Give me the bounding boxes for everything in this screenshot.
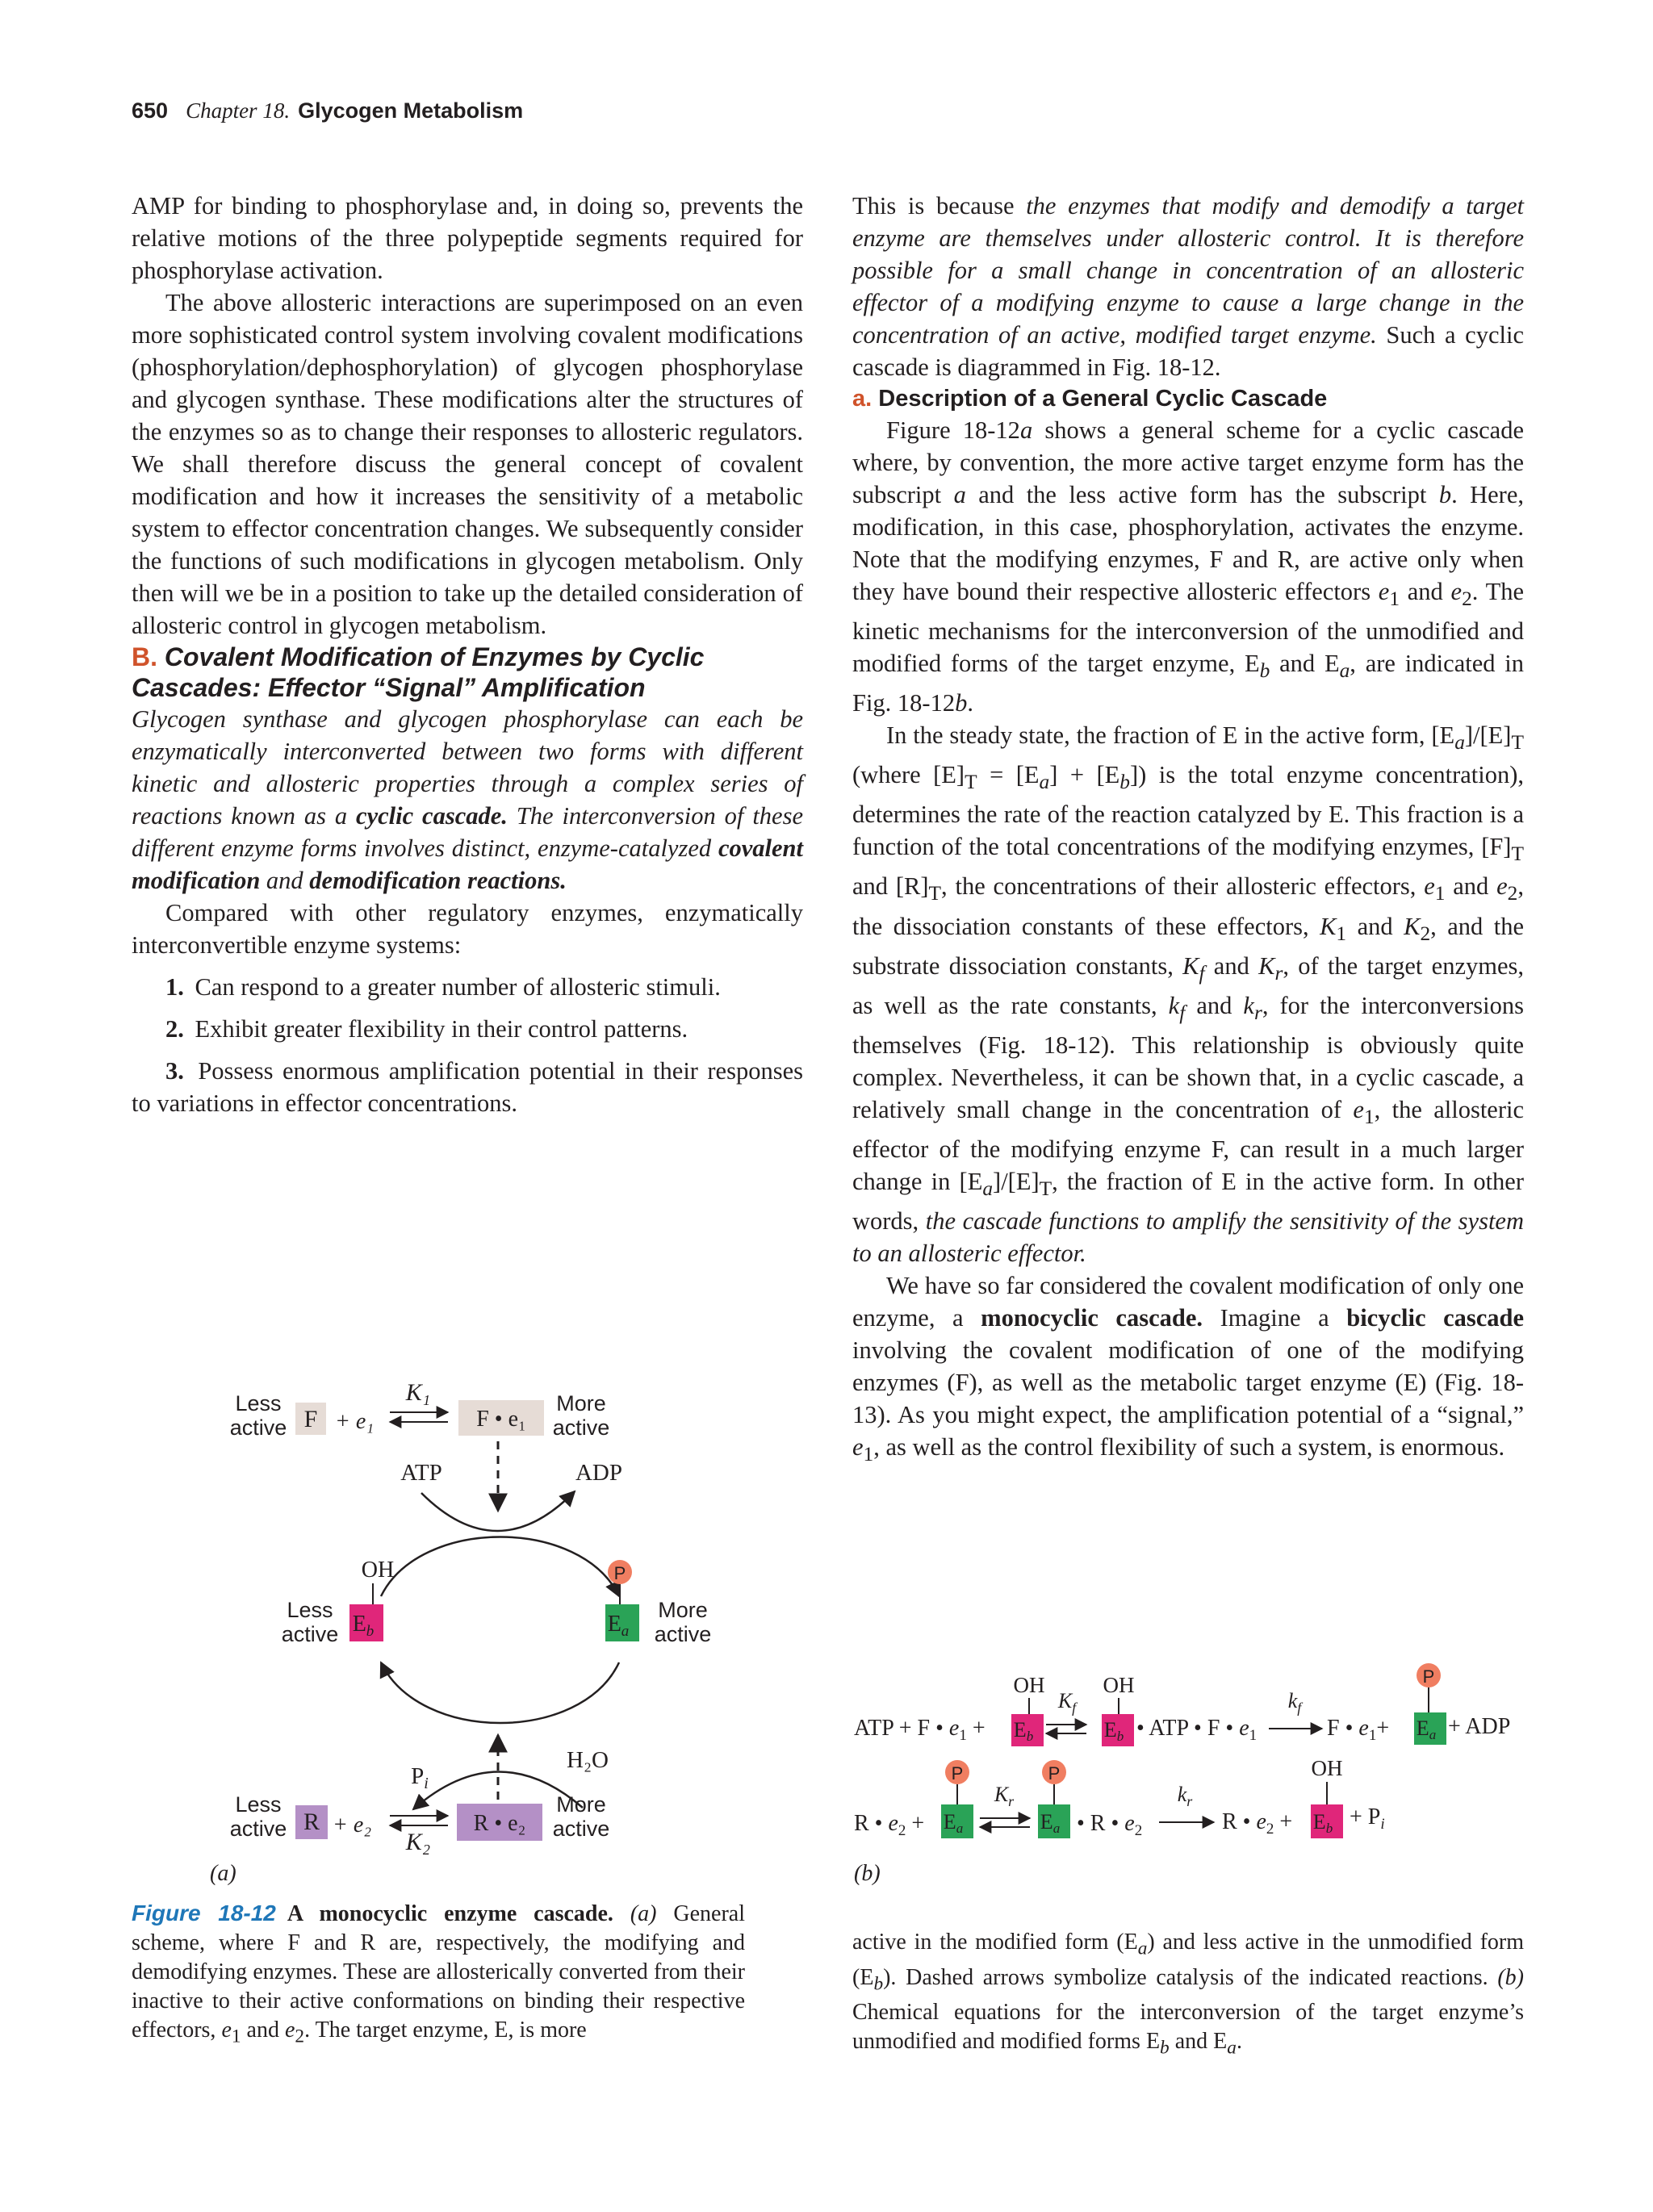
f-label: F	[303, 1406, 318, 1432]
eq1-complex: • ATP • F • $e_1$	[1136, 1716, 1258, 1744]
k2-constant: K₂	[405, 1829, 431, 1855]
r-e2-label: R • e₂	[473, 1811, 526, 1836]
eb-label: Eb	[1013, 1718, 1034, 1744]
oh-group: OH	[1013, 1673, 1045, 1697]
chapter-label: Chapter 18.	[186, 98, 291, 123]
more-active-label: More active	[552, 1391, 610, 1440]
oh-group: OH	[1311, 1756, 1343, 1780]
eq2-complex: • R • $e_2$	[1077, 1811, 1143, 1839]
eb-label: Eb	[1103, 1718, 1124, 1744]
pi-label: $P_i$	[411, 1763, 429, 1792]
panel-a-label: (a)	[210, 1861, 236, 1886]
list-item: 2. Exhibit greater flexibility in their control patterns.	[165, 1015, 688, 1043]
e1-effector: + e₁	[335, 1409, 375, 1434]
phosphate-label: P	[951, 1763, 964, 1783]
more-active-label: More active	[552, 1792, 610, 1841]
figure-title: A monocyclic enzyme cascade.	[287, 1901, 613, 1926]
eb-label: Eb	[1312, 1810, 1333, 1836]
chapter-title: Glycogen Metabolism	[298, 98, 524, 123]
more-active-label: More active	[654, 1598, 712, 1646]
eq1-rhs: + ADP	[1448, 1714, 1511, 1739]
r-label: R	[303, 1808, 320, 1835]
atp-adp-arrow	[421, 1491, 575, 1531]
f-e1-label: F • e₁	[476, 1407, 526, 1432]
paragraph: Compared with other regulatory enzymes, enzymatically interconvertible enzyme systems:	[132, 899, 803, 959]
eq1-lhs: ATP + F • $e_1$ +	[854, 1716, 986, 1744]
atp-label: ATP	[400, 1460, 442, 1486]
paragraph: We have so far considered the covalent modification of only one enzyme, a monocyclic cascade. Imagine a bicyclic cascade involving the covalent modification of one of the modifying enzymes (F), as well as the metabolic target enzyme (E) (Fig. 18-13). As you might expect, the amplification potential of a “signal,” $e_1$, as well as the control flexibility of such a system, is enormous.	[852, 1272, 1525, 1466]
phosphate-label: P	[1422, 1666, 1435, 1687]
eb-label: $E_b$	[352, 1612, 375, 1640]
less-active-label: Less active	[229, 1792, 287, 1841]
paragraph: In the steady state, the fraction of E in the active form, $[E_a]/[E]_T$ (where $[E]_T = [E_a] + [E_b]$) is the total enzyme concentration), determines the rate of the reaction catalyzed by E. This fraction is a function of the total concentrations of the modifying enzymes, $[F]_T$ and $[R]_T$, the concentrations of their allosteric effectors, $e_1$ and $e_2$, the dissociation constants of these effectors, $K_1$ and $K_2$, and the substrate dissociation constants, $K_f$ and $K_r$, of the target enzymes, as well as the rate constants, $k_f$ and $k_r$, for the interconversions themselves (Fig. 18-12). This relationship is obviously quite complex. Nevertheless, it can be shown that, in a cyclic cascade, a relatively small change in the concentration of $e_1$, the allosteric effector of the modifying enzyme F, can result in a much larger change in $[E_a]/[E]_T$, the fraction of E in the active form. In other words, the cascade functions to amplify the sensitivity of the system to an allosteric effector.	[852, 721, 1525, 1268]
section-heading: B. Covalent Modification of Enzymes by Cyclic Cascades: Effector “Signal” Amplification	[132, 642, 705, 702]
kf-rate: $k_f$	[1287, 1689, 1302, 1716]
oh-group: OH	[361, 1558, 395, 1583]
phosphate-label: P	[613, 1563, 626, 1583]
figure-caption-left: Figure 18-12 A monocyclic enzyme cascade. (a) General scheme, where F and R are, respectively, the modifying and demodifying enzymes. These are allosterically converted from their inactive to their active conformations on binding their respective effectors, $e_1$ and $e_2$. The target enzyme, E, is more	[132, 1900, 745, 2047]
paragraph: The above allosteric interactions are superimposed on an even more sophisticated control system involving covalent modifications (phosphorylation/dephosphorylation) of glycogen phosphorylase and glycogen synthase. These modifications alter the structures of the enzymes so as to change their responses to allosteric regulators. We shall therefore discuss the general concept of covalent modification and how it increases the sensitivity of a metabolic system to effector concentration changes. We subsequently consider the functions of such modifications in glycogen metabolism. Only then will we be in a position to take up the detailed consideration of allosteric control in glycogen metabolism.	[132, 289, 803, 639]
h2o-label: H₂O	[567, 1747, 609, 1773]
phosphate-label: P	[1048, 1763, 1061, 1783]
panel-b-label: (b)	[854, 1861, 881, 1886]
kf-constant: $K_f$	[1057, 1689, 1077, 1716]
ea-label: Ea	[1416, 1716, 1437, 1742]
page-number: 650	[132, 98, 169, 123]
subsection-heading: a. Description of a General Cyclic Cascade	[852, 386, 1328, 412]
eq1-product: F • $e_1+$	[1327, 1716, 1390, 1744]
less-active-label: Less active	[229, 1391, 287, 1440]
ea-label: $E_a$	[607, 1612, 630, 1640]
panel-a	[210, 1379, 711, 1886]
adp-label: ADP	[575, 1460, 623, 1486]
ea-label: Ea	[943, 1810, 964, 1836]
k1-constant: K₁	[405, 1379, 431, 1406]
list-item: 3. Possess enormous amplification potential in their responses to variations in effector concentrations.	[132, 1057, 803, 1117]
paragraph: Glycogen synthase and glycogen phosphorylase can each be enzymatically interconverted between two forms with different kinetic and allosteric properties through a complex series of reactions known as a cyclic cascade. The interconversion of these different enzyme forms involves distinct, enzyme-catalyzed covalent modification and demodification reactions.	[132, 705, 803, 894]
list-item: 1. Can respond to a greater number of allosteric stimuli.	[165, 973, 721, 1001]
less-active-label: Less active	[281, 1598, 339, 1646]
eq2-rhs: + $P_i$	[1350, 1804, 1385, 1833]
figure-caption-right: active in the modified form $(E_a)$ and less active in the unmodified form $(E_b)$. Dashed arrows symbolize catalysis of the indicated reactions. (b) Chemical equations for the interconversion of the target enzyme’s unmodified and modified forms $E_b$ and $E_a$.	[852, 1930, 1524, 2059]
figure-label: Figure 18-12	[132, 1900, 276, 1926]
ea-label: Ea	[1040, 1810, 1061, 1836]
panel-b	[854, 1663, 1510, 1886]
eq2-product: R • $e_2$ +	[1222, 1809, 1293, 1838]
eq2-lhs: R • $e_2$ +	[854, 1811, 925, 1839]
oh-group: OH	[1103, 1673, 1135, 1697]
paragraph: AMP for binding to phosphorylase and, in doing so, prevents the relative motions of the three polypeptide segments required for phosphorylase activation.	[132, 192, 803, 284]
demodification-arc	[381, 1662, 619, 1723]
e2-effector: + e₂	[333, 1813, 372, 1838]
kr-rate: $k_r$	[1177, 1783, 1193, 1809]
paragraph: This is because the enzymes that modify and demodify a target enzyme are themselves under allosteric control. It is therefore possible for a small change in concentration of an allosteric effector of a modifying enzyme to cause a large change in the concentration of an active, modified target enzyme. Such a cyclic cascade is diagrammed in Fig. 18-12.	[852, 192, 1524, 381]
kr-constant: $K_r$	[994, 1783, 1015, 1809]
modification-arc	[381, 1537, 619, 1597]
paragraph: Figure 18-12a shows a general scheme for a cyclic cascade where, by convention, the more active target enzyme form has the subscript a and the less active form has the subscript b. Here, modification, in this case, phosphorylation, activates the enzyme. Note that the modifying enzymes, F and R, are active only when they have bound their respective allosteric effectors $e_1$ and $e_2$. The kinetic mechanisms for the interconversion of the unmodified and modified forms of the target enzyme, $E_b$ and $E_a$, are indicated in Fig. 18-12b.	[852, 416, 1525, 717]
